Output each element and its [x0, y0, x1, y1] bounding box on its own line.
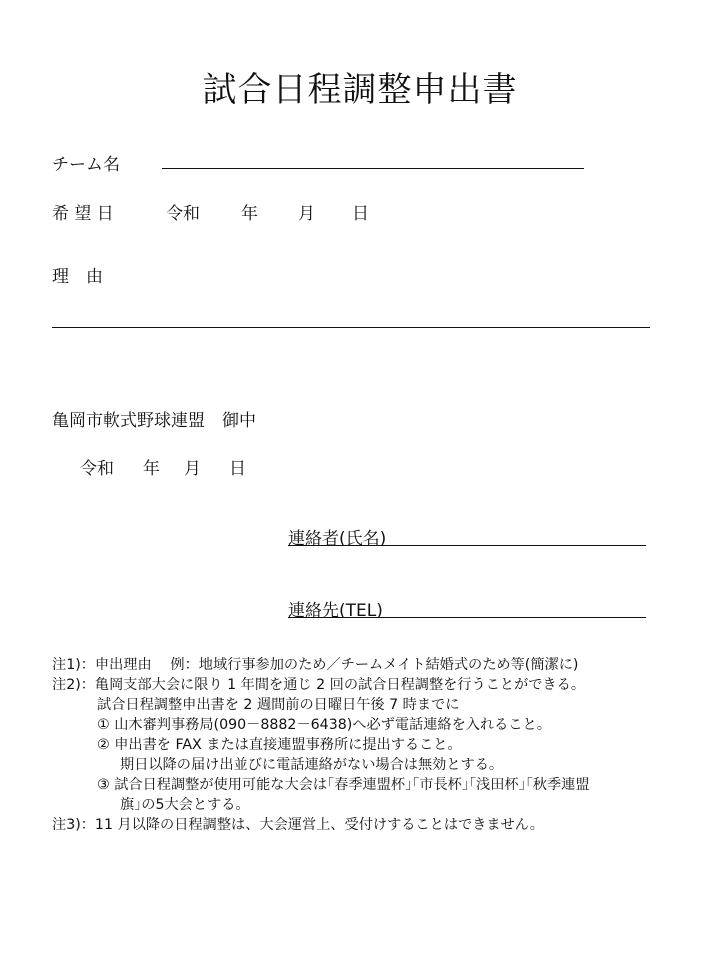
submit-date-year: 年: [143, 459, 160, 479]
desired-date-label: 希 望 日: [52, 204, 114, 224]
note-1: 注1)：申出理由 例：地域行事参加のため／チームメイト結婚式のため等(簡潔に): [52, 657, 579, 673]
note-2: 注2)：亀岡支部大会に限り 1 年間を通じ 2 回の試合日程調整を行うことができる。: [52, 677, 586, 693]
desired-date-day: 日: [352, 204, 369, 224]
submit-date-day: 日: [229, 459, 246, 479]
contact-person-label: 連絡者(氏名): [288, 529, 387, 549]
desired-date-year: 年: [241, 204, 258, 224]
note-2-item-2-detail: 期日以降の届け出並びに電話連絡がない場合は無効とする。: [120, 757, 504, 773]
reason-label: 理 由: [52, 267, 103, 287]
submit-date-month: 月: [184, 459, 201, 479]
contact-tel-label: 連絡先(TEL): [288, 601, 383, 621]
team-name-field-line[interactable]: [162, 168, 584, 169]
note-2-deadline: 試合日程調整申出書を 2 週間前の日曜日午後 7 時までに: [97, 697, 460, 713]
note-2-item-1: ① 山木審判事務局(090－8882－6438)へ必ず電話連絡を入れること。: [97, 717, 551, 733]
note-2-item-3: ③ 試合日程調整が使用可能な大会は｢春季連盟杯｣｢市長杯｣｢浅田杯｣｢秋季連盟: [97, 777, 590, 793]
reason-field-line[interactable]: [52, 327, 650, 328]
desired-date-era: 令和: [166, 204, 200, 224]
team-name-label: チーム名: [52, 155, 120, 175]
document-title: 試合日程調整申出書: [202, 70, 518, 110]
note-2-item-2: ② 申出書を FAX または直接連盟事務所に提出すること。: [97, 737, 462, 753]
contact-tel-field-line[interactable]: [288, 617, 646, 618]
submit-date-era: 令和: [80, 459, 114, 479]
addressee: 亀岡市軟式野球連盟 御中: [52, 411, 256, 431]
note-2-item-3-cont: 旗｣の5大会とする。: [120, 797, 250, 813]
note-3: 注3)：11 月以降の日程調整は、大会運営上、受付けすることはできません。: [52, 817, 544, 833]
contact-person-field-line[interactable]: [288, 545, 646, 546]
desired-date-month: 月: [298, 204, 315, 224]
